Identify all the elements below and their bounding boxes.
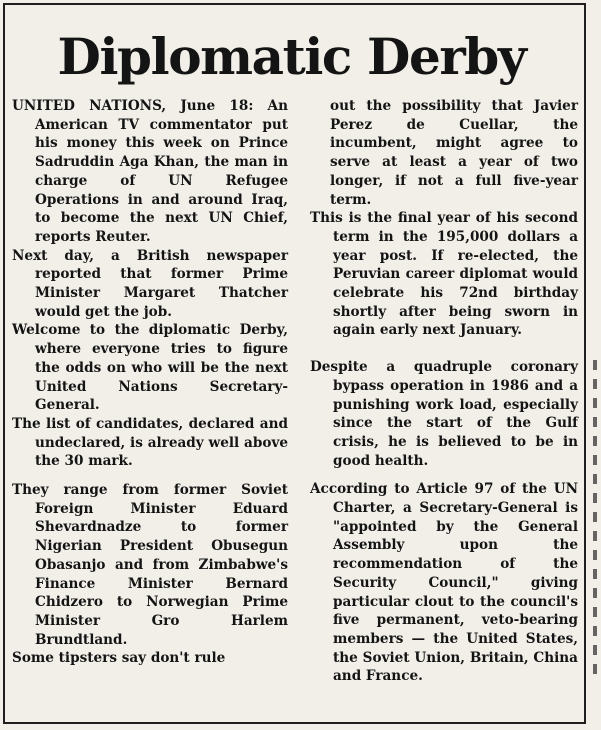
- article-paragraph: Despite a quadruple coronary bypass operation in 1986 and a punishing work load, especially since the start of the Gulf crisis, he is believed to be in good health.: [310, 359, 578, 469]
- adjacent-column-edge: [589, 360, 601, 730]
- article-paragraph: Welcome to the diplomatic Derby, where everyone tries to figure the odds on who will be the next United Nations Secretary-General.: [12, 322, 288, 414]
- left-column: [12, 97, 288, 668]
- article-paragraph: This is the final year of his second term in the 195,000 dollars a year post. If re-elected, the Peruvian career diplomat would celebrate his 72nd birthday shortly after being sworn in again early next January.: [310, 210, 578, 339]
- article-paragraph: They range from former Soviet Foreign Minister Eduard Shevardnadze to former Nigerian President Obusegun Obasanjo and from Zimbabwe's Finance Minister Bernard Chidzero to Norwegian Prime Minister Gro Harlem Brundtland.: [12, 482, 288, 648]
- article-paragraph: Next day, a British newspaper reported that former Prime Minister Margaret Thatcher would get the job.: [12, 247, 288, 320]
- article-paragraph: Some tipsters say don't rule: [12, 650, 226, 667]
- article-paragraph: UNITED NATIONS, June 18: An American TV commentator put his money this week on Prince Sadruddin Aga Khan, the man in charge of UN Refugee Operations in and around Iraq, to become the next UN Chief, reports Reuter.: [12, 98, 288, 245]
- headline: Diplomatic Derby: [57, 27, 526, 86]
- continued-text: out the possibility that Javier Perez de Cuellar, the incumbent, might agree to serve at least a year of two longer, if not a full five-year term.: [330, 98, 578, 208]
- right-column: [310, 97, 578, 686]
- article-paragraph: The list of candidates, declared and undeclared, is already well above the 30 mark.: [12, 415, 288, 470]
- article-paragraph: According to Article 97 of the UN Charter, a Secretary-General is "appointed by the General Assembly upon the recommendation of the Security Council," giving particular clout to the council's five permanent, veto-bearing members — the United States, the Soviet Union, Britain, China and France.: [310, 481, 578, 685]
